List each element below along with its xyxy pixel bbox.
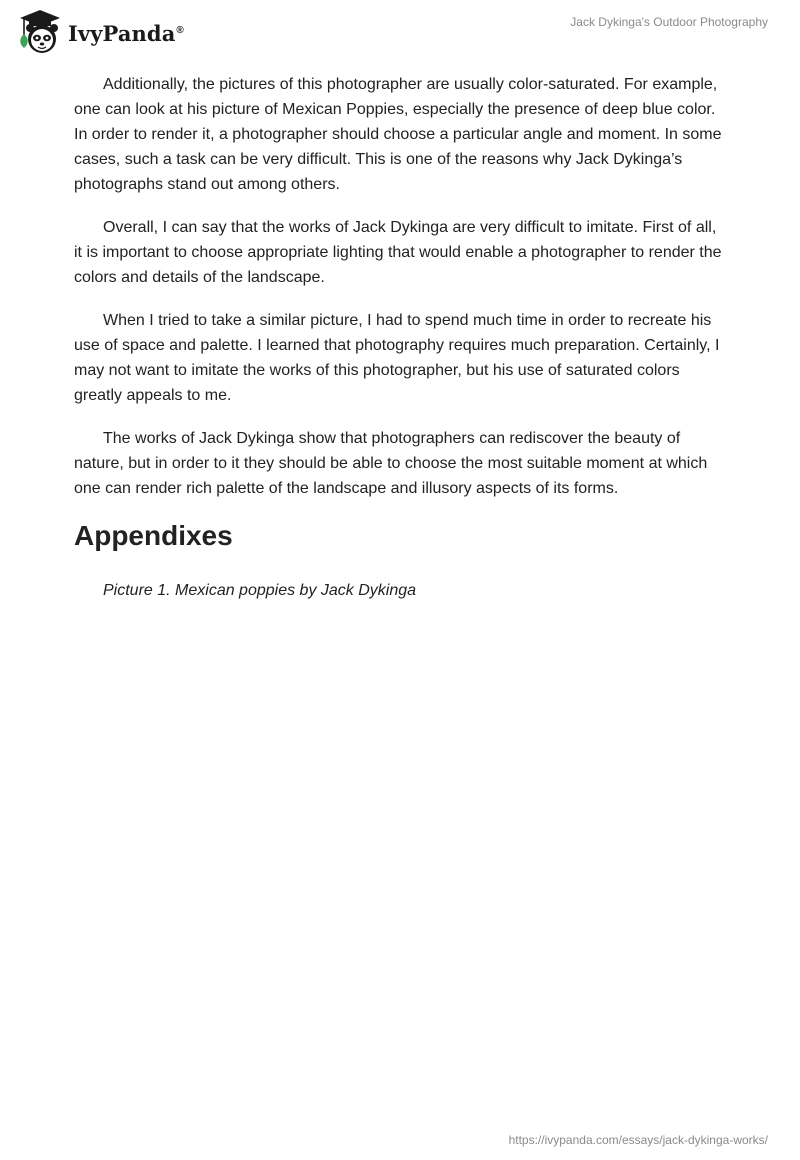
figure-caption: Picture 1. Mexican poppies by Jack Dykinga — [103, 582, 417, 599]
section-heading: Appendixes — [74, 520, 233, 551]
footer-url[interactable]: https://ivypanda.com/essays/jack-dykinga-works/ — [508, 1133, 768, 1147]
page-header — [0, 0, 800, 60]
paragraph: Additionally, the pictures of this photographer are usually color-saturated. For example, one can look at his picture of Mexican Poppies, especially the presence of deep blue color. In order to render it, a photographer should choose a particular angle and moment. In some cases, such a task can be very difficult. This is one of the reasons why Jack Dykinga’s photographs stand out among others. — [74, 76, 722, 193]
logo-wordmark: IvyPanda® — [68, 20, 184, 46]
running-title: Jack Dykinga's Outdoor Photography — [570, 15, 768, 29]
panda-graduate-icon — [16, 8, 64, 56]
paragraph: When I tried to take a similar picture, I had to spend much time in order to recreate his use of space and palette. I learned that photography requires much preparation. Certainly, I may not want to imitate the works of this photographer, but his use of saturated colors greatly appeals to me. — [74, 312, 720, 404]
paragraph: Overall, I can say that the works of Jack Dykinga are very difficult to imitate. First of all, it is important to choose appropriate lighting that would enable a photographer to render the colors and details of the landscape. — [74, 219, 722, 286]
registered-mark: ® — [176, 24, 184, 36]
essay-content — [74, 72, 724, 603]
paragraph: The works of Jack Dykinga show that photographers can rediscover the beauty of nature, but in order to it they should be able to choose the most suitable moment at which one can render rich palette of the landscape and illusory aspects of its forms. — [74, 430, 708, 497]
ivypanda-logo[interactable] — [16, 8, 184, 56]
